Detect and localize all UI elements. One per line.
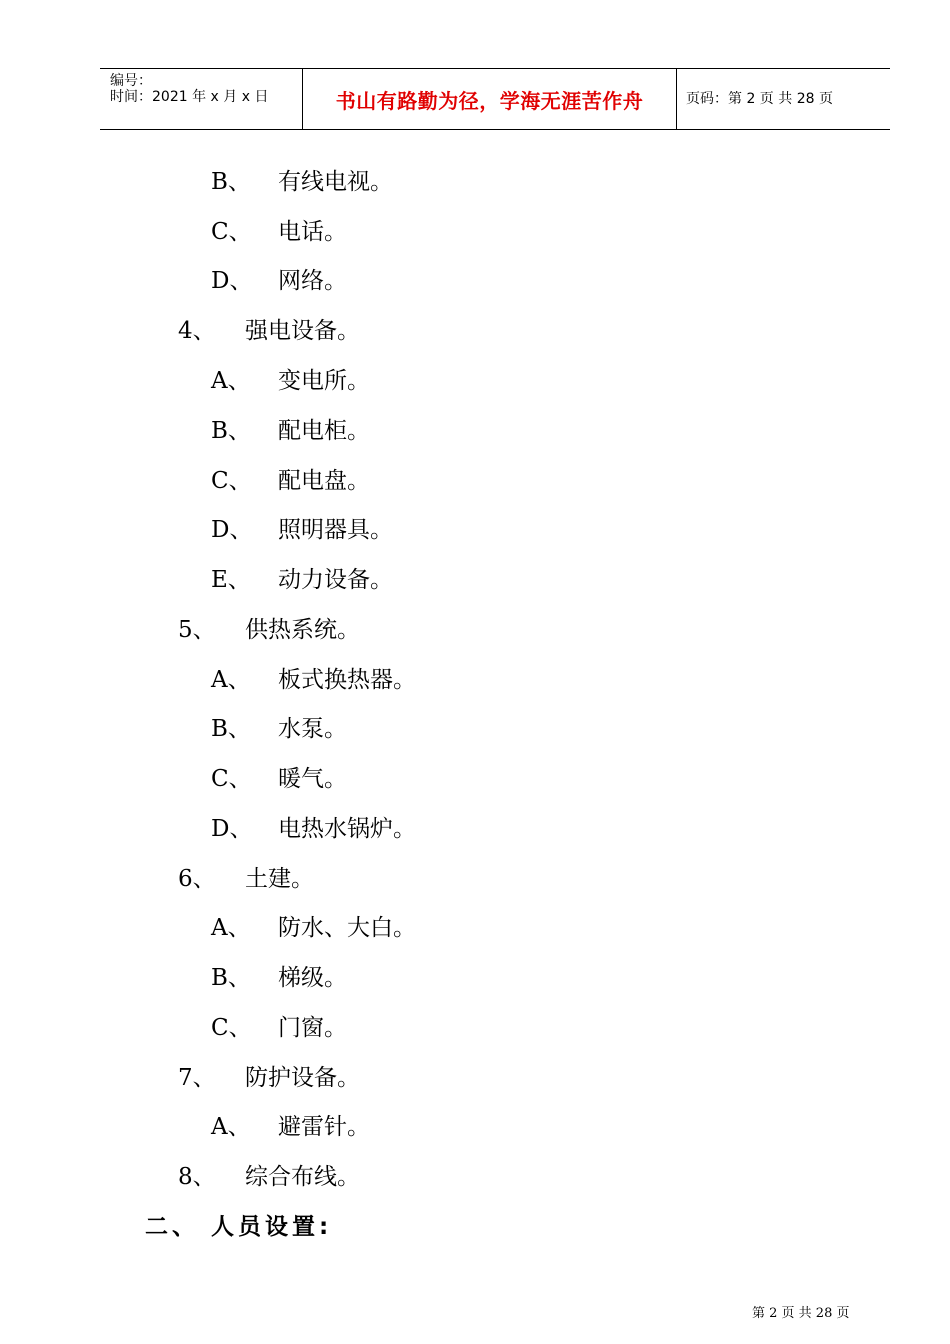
list-item [211, 1113, 370, 1141]
list-item-marker: A、 [211, 667, 251, 693]
section-heading-text: 人员设置: [211, 1214, 333, 1240]
list-item-marker: C、 [211, 219, 252, 245]
list-item [211, 516, 393, 544]
list-heading-marker: 6、 [178, 866, 216, 892]
header-page-info: 页码：第 2 页 共 28 页 [686, 91, 833, 107]
list-heading-text: 土建。 [245, 866, 314, 892]
list-item-text: 电话。 [278, 219, 347, 245]
section-heading-marker: 二、 [145, 1214, 199, 1240]
header-motto: 书山有路勤为径，学海无涯苦作舟 [335, 88, 644, 113]
list-heading-text: 综合布线。 [245, 1164, 360, 1190]
header-motto-cell [302, 69, 677, 129]
list-item-text: 门窗。 [278, 1015, 347, 1041]
list-item-marker: A、 [211, 1114, 251, 1140]
list-item-text: 动力设备。 [278, 567, 393, 593]
list-item-marker: B、 [211, 169, 251, 195]
list-item-marker: A、 [211, 368, 251, 394]
list-item-text: 防水、大白。 [278, 915, 416, 941]
list-item [211, 218, 347, 246]
list-item-text: 水泵。 [278, 716, 347, 742]
list-item-text: 照明器具。 [278, 517, 393, 543]
list-item-text: 有线电视。 [278, 169, 393, 195]
list-item [211, 964, 347, 992]
list-item [211, 566, 393, 594]
list-item [211, 168, 393, 196]
page-footer: 第 2 页 共 28 页 [752, 1306, 850, 1321]
list-item [211, 367, 370, 395]
list-item-text: 配电盘。 [278, 468, 370, 494]
list-heading-marker: 8、 [178, 1164, 216, 1190]
list-heading-marker: 7、 [178, 1065, 216, 1091]
list-item-marker: C、 [211, 766, 252, 792]
list-item-text: 配电柜。 [278, 418, 370, 444]
list-item-text: 梯级。 [278, 965, 347, 991]
list-item-text: 板式换热器。 [278, 667, 416, 693]
list-heading [178, 865, 314, 893]
list-item-text: 网络。 [278, 268, 347, 294]
header-right-cell [676, 69, 890, 129]
section-heading [145, 1213, 333, 1241]
list-item [211, 1014, 347, 1042]
list-item-text: 避雷针。 [278, 1114, 370, 1140]
document-time-label: 时间：2021 年 x 月 x 日 [110, 89, 269, 105]
list-heading [178, 1163, 360, 1191]
page-header [100, 68, 890, 130]
list-item [211, 467, 370, 495]
list-item-text: 变电所。 [278, 368, 370, 394]
list-item [211, 666, 416, 694]
list-item [211, 914, 416, 942]
list-heading-text: 防护设备。 [245, 1065, 360, 1091]
document-number-label: 编号： [110, 73, 152, 89]
list-item-marker: C、 [211, 468, 252, 494]
list-item [211, 765, 347, 793]
list-item-marker: D、 [211, 816, 253, 842]
list-item-marker: E、 [211, 567, 251, 593]
list-item-marker: D、 [211, 268, 253, 294]
list-item [211, 815, 416, 843]
list-item-marker: D、 [211, 517, 253, 543]
list-item-text: 电热水锅炉。 [278, 816, 416, 842]
list-heading [178, 616, 360, 644]
list-heading-marker: 4、 [178, 318, 216, 344]
list-heading [178, 317, 360, 345]
list-item-marker: C、 [211, 1015, 252, 1041]
list-item [211, 715, 347, 743]
list-heading-text: 强电设备。 [245, 318, 360, 344]
list-item-text: 暖气。 [278, 766, 347, 792]
list-heading-text: 供热系统。 [245, 617, 360, 643]
list-heading-marker: 5、 [178, 617, 216, 643]
list-item-marker: B、 [211, 716, 251, 742]
list-item-marker: A、 [211, 915, 251, 941]
list-heading [178, 1064, 360, 1092]
list-item-marker: B、 [211, 965, 251, 991]
list-item [211, 267, 347, 295]
header-left-cell [100, 69, 302, 129]
list-item-marker: B、 [211, 418, 251, 444]
list-item [211, 417, 370, 445]
